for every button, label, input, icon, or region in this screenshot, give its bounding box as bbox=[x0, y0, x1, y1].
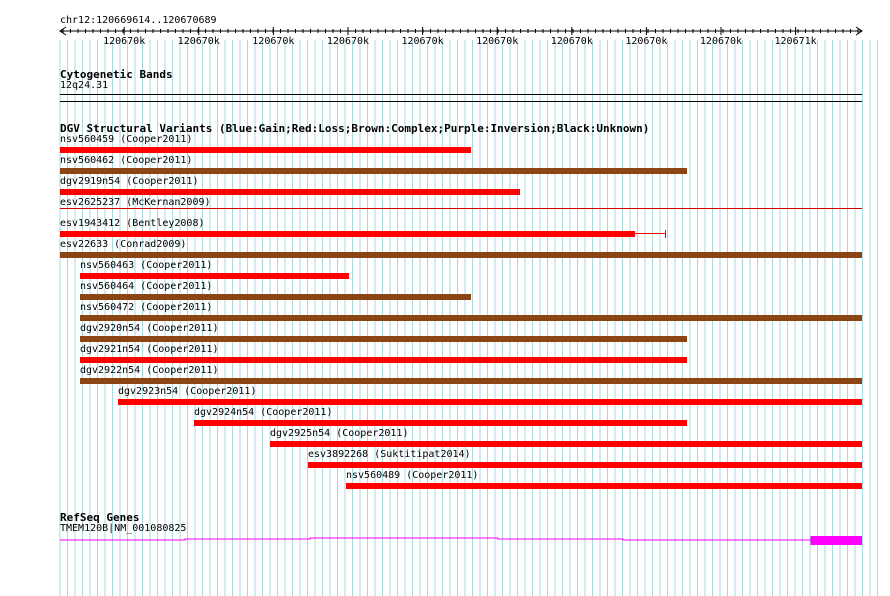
variant-label[interactable]: nsv560463 (Cooper2011) bbox=[80, 260, 213, 271]
refseq-gene-label[interactable]: TMEM120B|NM_001080825 bbox=[60, 523, 187, 534]
variant-bar[interactable] bbox=[80, 315, 862, 321]
variant-label[interactable]: esv2625237 (McKernan2009) bbox=[60, 197, 211, 208]
variant-label[interactable]: dgv2920n54 (Cooper2011) bbox=[80, 323, 219, 334]
ruler-tick-label: 120670k bbox=[326, 36, 370, 47]
variant-bar[interactable] bbox=[60, 252, 862, 258]
variant-label[interactable]: dgv2925n54 (Cooper2011) bbox=[270, 428, 409, 439]
variant-label[interactable]: nsv560489 (Cooper2011) bbox=[346, 470, 479, 481]
ruler-tick-label: 120670k bbox=[177, 36, 220, 47]
variant-bar[interactable] bbox=[80, 378, 862, 384]
variant-label[interactable]: nsv560462 (Cooper2011) bbox=[60, 155, 193, 166]
ruler-tick-label: 120670k bbox=[699, 36, 743, 47]
gene-intron-line bbox=[60, 538, 811, 540]
variant-label[interactable]: esv3892268 (Suktitipat2014) bbox=[308, 449, 471, 460]
variant-bar[interactable] bbox=[346, 483, 862, 489]
region-label: chr12:120669614..120670689 bbox=[60, 15, 217, 26]
refseq-track-title: RefSeq Genes bbox=[60, 511, 140, 524]
variant-whisker bbox=[635, 233, 665, 234]
variant-label[interactable]: esv1943412 (Bentley2008) bbox=[60, 218, 205, 229]
variant-bar[interactable] bbox=[60, 168, 687, 174]
variant-bar[interactable] bbox=[80, 336, 687, 342]
variant-label[interactable]: dgv2921n54 (Cooper2011) bbox=[80, 344, 219, 355]
variant-label[interactable]: dgv2919n54 (Cooper2011) bbox=[60, 176, 199, 187]
ruler-tick-label: 120670k bbox=[103, 36, 146, 47]
variant-bar[interactable] bbox=[60, 231, 635, 237]
variant-bar[interactable] bbox=[80, 294, 471, 300]
variant-label[interactable]: nsv560472 (Cooper2011) bbox=[80, 302, 213, 313]
refseq-gene-model[interactable] bbox=[0, 531, 890, 551]
ruler-tick-label: 120670k bbox=[252, 36, 295, 47]
variant-label[interactable]: esv22633 (Conrad2009) bbox=[60, 239, 187, 250]
variant-label[interactable]: nsv560464 (Cooper2011) bbox=[80, 281, 213, 292]
dgv-track-title: DGV Structural Variants (Blue:Gain;Red:Loss;Brown:Complex;Purple:Inversion;Black:Unknown) bbox=[60, 122, 650, 135]
cytoband-title: Cytogenetic Bands bbox=[60, 68, 173, 81]
variant-label[interactable]: dgv2923n54 (Cooper2011) bbox=[118, 386, 257, 397]
ruler-tick-label: 120670k bbox=[550, 36, 593, 47]
cytoband-name: 12q24.31 bbox=[60, 80, 109, 91]
track-divider bbox=[60, 101, 862, 102]
ruler-tick-label: 120670k bbox=[625, 36, 668, 47]
variant-bar[interactable] bbox=[60, 189, 520, 195]
variant-bar[interactable] bbox=[60, 147, 471, 153]
variant-bar[interactable] bbox=[60, 208, 862, 209]
variant-whisker-cap bbox=[665, 230, 666, 238]
variant-bar[interactable] bbox=[118, 399, 862, 405]
ruler-tick-label: 120670k bbox=[401, 36, 444, 47]
variant-bar[interactable] bbox=[80, 273, 349, 279]
variant-bar[interactable] bbox=[194, 420, 687, 426]
variant-bar[interactable] bbox=[308, 462, 862, 468]
variant-bar[interactable] bbox=[270, 441, 862, 447]
ruler-tick-label: 120670k bbox=[476, 36, 519, 47]
variant-label[interactable]: dgv2924n54 (Cooper2011) bbox=[194, 407, 333, 418]
ruler-tick-label: 120671k bbox=[774, 36, 817, 47]
variant-label[interactable]: dgv2922n54 (Cooper2011) bbox=[80, 365, 219, 376]
gene-exon[interactable] bbox=[811, 536, 862, 545]
cytoband-bar bbox=[60, 94, 862, 95]
variant-bar[interactable] bbox=[80, 357, 687, 363]
variant-label[interactable]: nsv560459 (Cooper2011) bbox=[60, 134, 193, 145]
